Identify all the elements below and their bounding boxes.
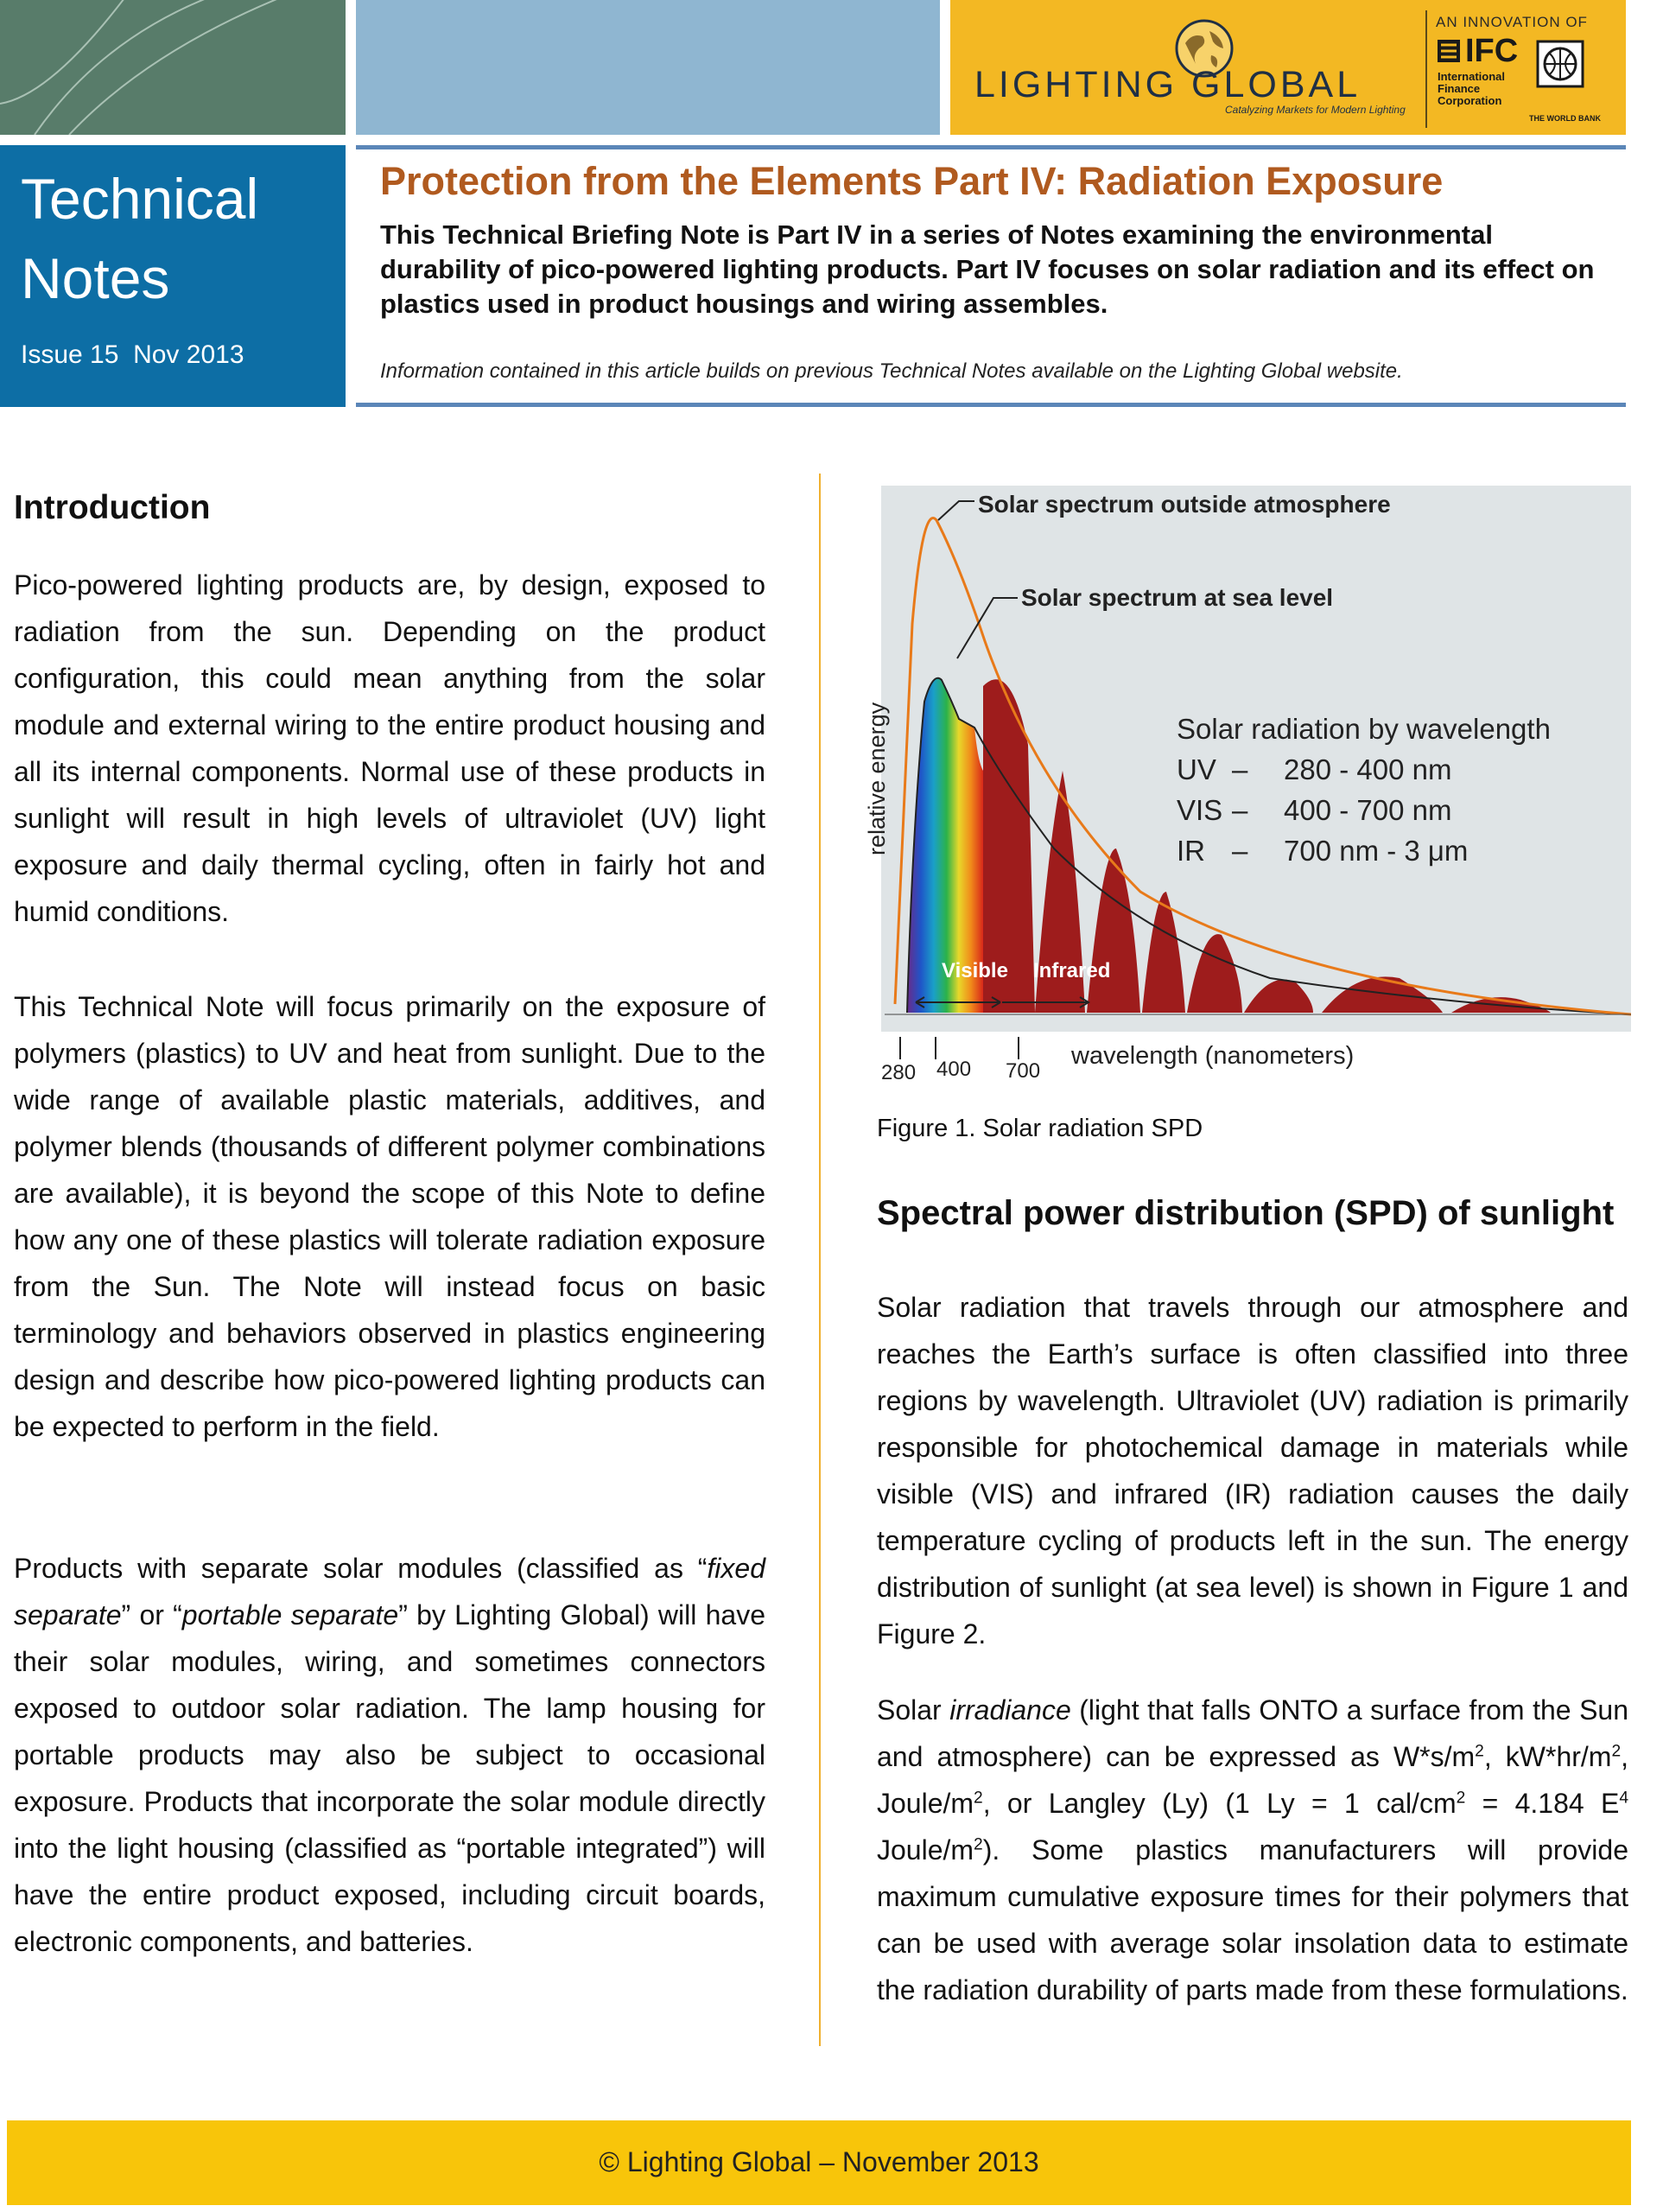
legend-dash: – [1232, 835, 1248, 867]
header-green-band [0, 0, 346, 135]
footer-copyright: © Lighting Global – November 2013 [599, 2146, 1039, 2177]
legend-range: 280 - 400 nm [1284, 753, 1452, 785]
intro-paragraph-1: Pico-powered lighting products are, by design, exposed to radiation from the sun. Depending on the product configuration, this could mean anything from the solar module and external wiring to the entire product housing and all its internal components. Normal use of these products in sunlight will result in high levels of ultraviolet (UV) light exposure and daily thermal cycling, often in fairly hot and humid conditions. [14, 569, 765, 927]
tick-label-700: 700 [1006, 1059, 1041, 1083]
legend-title: Solar radiation by wavelength [1177, 713, 1551, 745]
label-infrared: Infrared [1033, 959, 1111, 982]
legend-row-uv [1177, 749, 1551, 790]
tick-mark-280 [899, 1037, 901, 1059]
legend-band: UV [1177, 753, 1216, 785]
p3-text-c: ” by Lighting Global) will have their solar modules, wiring, and sometimes connectors exposed to outdoor solar radiation. The lamp housing for portable products may also be subject to occasional exposure. Products that incorporate the solar module directly into the light housing (classified as “portable integrated”) will have the entire product exposed, including circuit boards, electronic components, and batteries. [14, 1599, 765, 1957]
ifc-mark-icon [1436, 38, 1462, 64]
ifc-logo-text: IFC [1465, 33, 1519, 69]
superscript-2: 2 [1611, 1742, 1622, 1761]
innovation-label: AN INNOVATION OF [1436, 14, 1588, 30]
spd-paragraph-1: Solar radiation that travels through our atmosphere and reaches the Earth’s surface is often classified into three regions by wavelength. Ultraviolet (UV) radiation is primarily responsible for photochemical damage in materials while visible (VIS) and infrared (IR) radiation causes the daily temperature cycling of products left in the sun. The energy distribution of sunlight (at sea level) is shown in Figure 1 and Figure 2. [877, 1292, 1628, 1649]
tick-label-280: 280 [881, 1061, 917, 1084]
ir-band-7 [1322, 976, 1443, 1013]
article-info-note: Information contained in this article builds on previous Technical Notes available on the Lighting Global website. [380, 359, 1403, 383]
lighting-global-logo-text: LIGHTING GLOBAL [974, 64, 1362, 105]
article-summary: This Technical Briefing Note is Part IV in a series of Notes examining the environmental durability of pico-powered lighting products. Part IV focuses on solar radiation and its effect on plastics used in product housings and wiring assembles. [380, 219, 1595, 319]
label-sea-level: Solar spectrum at sea level [1021, 584, 1334, 611]
figure-y-axis-label: relative energy [864, 702, 890, 855]
ifc-full-name: International Finance Corporation [1438, 70, 1506, 107]
intro-paragraph-3 [14, 1545, 765, 1965]
figure-caption: Figure 1. Solar radiation SPD [877, 1115, 1203, 1142]
legend-range: 400 - 700 nm [1284, 794, 1452, 826]
legend-dash: – [1232, 794, 1248, 826]
decorative-arcs [0, 0, 346, 135]
p5-text-g: Joule/m [877, 1834, 974, 1866]
world-bank-label: THE WORLD BANK [1529, 114, 1601, 123]
label-visible: Visible [942, 959, 1008, 982]
p5-text-e: , or Langley (Ly) (1 Ly = 1 cal/cm [982, 1788, 1457, 1819]
superscript-2: 2 [1475, 1742, 1484, 1761]
ir-band-3 [1087, 849, 1140, 1013]
p3-text-a: Products with separate solar modules (classified as “ [14, 1553, 708, 1584]
p5-text-a: Solar [877, 1694, 950, 1726]
intro-paragraph-2: This Technical Note will focus primarily on the exposure of polymers (plastics) to UV and heat from sunlight. Due to the wide range of available plastic materials, additives, and polymer blends (thousands of different polymer combinations are available), it is beyond the scope of this Note to define how any one of these plastics will tolerate radiation exposure from the Sun. The Note will instead focus on basic terminology and behaviors observed in plastics engineering design and describe how pico-powered lighting products can be expected to perform in the field. [14, 991, 765, 1442]
p3-text-b: ” or “ [121, 1599, 182, 1630]
p5-text-b: (light that falls ONTO a surface from the Sun and atmosphere) can be expressed as W*s/m [877, 1694, 1629, 1772]
legend-band: IR [1177, 835, 1205, 867]
issue-label: Issue 15 Nov 2013 [21, 340, 244, 369]
introduction-heading: Introduction [14, 489, 211, 526]
superscript-2: 2 [974, 1835, 983, 1854]
tick-label-400: 400 [936, 1058, 972, 1081]
header-top-rule [356, 145, 1626, 149]
legend-row-vis [1177, 790, 1551, 830]
wavelength-legend [1177, 709, 1551, 871]
p5-text-f: = 4.184 E [1465, 1788, 1620, 1819]
ir-band-4 [1142, 892, 1185, 1013]
world-bank-icon [1536, 40, 1584, 88]
logo-divider [1425, 10, 1427, 128]
label-outside-atmosphere: Solar spectrum outside atmosphere [978, 491, 1391, 518]
p3-portable-separate: portable separate [181, 1599, 399, 1630]
legend-dash: – [1232, 753, 1248, 785]
p5-text-h: ). Some plastics manufacturers will provide maximum cumulative exposure times for their polymers that can be used with average solar insolation data to estimate the radiation durability of parts made from these formulations. [877, 1834, 1628, 2005]
superscript-4: 4 [1619, 1789, 1629, 1808]
legend-row-ir [1177, 830, 1551, 871]
tick-mark-700 [1018, 1037, 1019, 1059]
p5-irradiance: irradiance [949, 1694, 1071, 1726]
legend-range: 700 nm - 3 μm [1284, 835, 1469, 867]
superscript-2: 2 [1456, 1789, 1466, 1808]
technical-notes-title [21, 159, 340, 318]
title-line-2: Notes [21, 246, 170, 310]
figure-x-axis-label: wavelength (nanometers) [1071, 1042, 1355, 1070]
solar-spd-figure [881, 486, 1631, 1032]
article-title: Protection from the Elements Part IV: Radiation Exposure [380, 159, 1444, 203]
p5-text-d: , Joule/m [877, 1741, 1629, 1819]
legend-band: VIS [1177, 794, 1223, 826]
ir-band-5 [1187, 934, 1242, 1013]
ir-band-6 [1244, 980, 1313, 1013]
p3-fixed-separate: fixed separate [14, 1553, 765, 1630]
header-blue-band [356, 0, 940, 135]
tick-mark-400 [935, 1037, 936, 1059]
title-line-1: Technical [21, 167, 259, 231]
column-divider [819, 474, 821, 2046]
superscript-2: 2 [974, 1789, 983, 1808]
spd-paragraph-2 [877, 1687, 1628, 2013]
logo-tagline: Catalyzing Markets for Modern Lighting [1225, 104, 1406, 116]
spd-heading: Spectral power distribution (SPD) of sunlight [877, 1194, 1615, 1232]
header-bottom-rule [356, 403, 1626, 407]
p5-text-c: , kW*hr/m [1483, 1741, 1612, 1772]
